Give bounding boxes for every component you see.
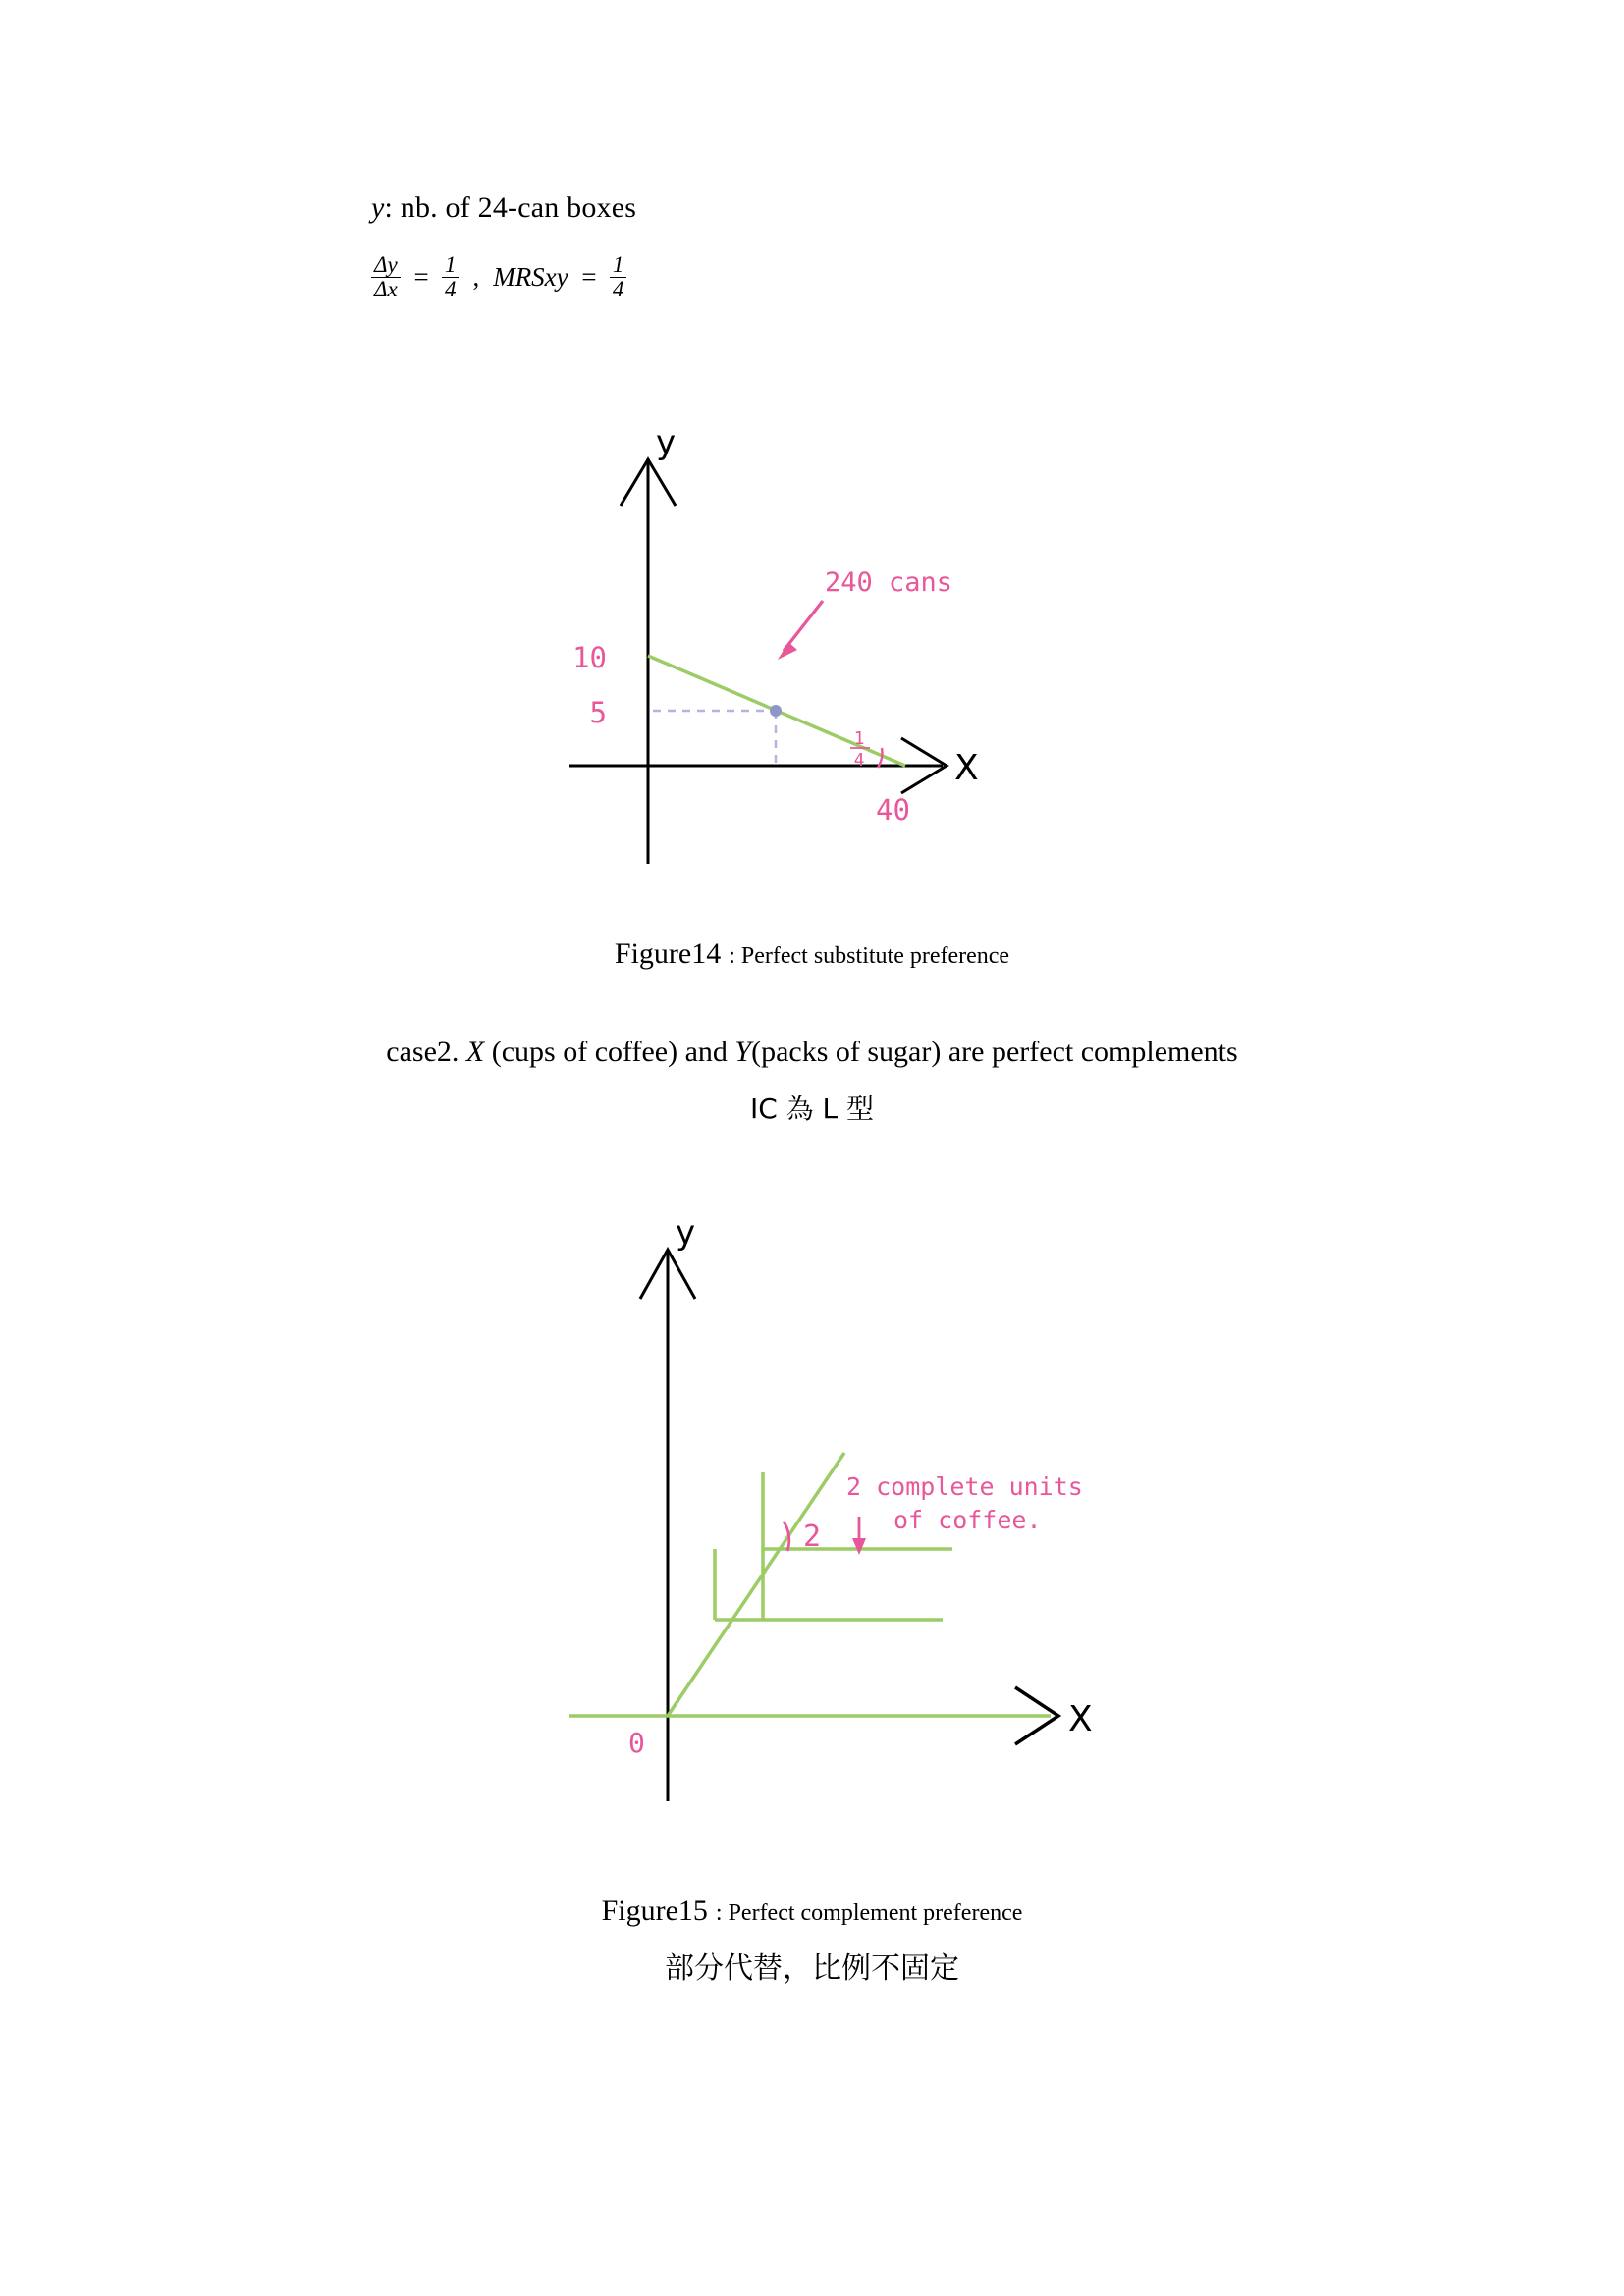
slope-fraction-denominator: 4: [853, 750, 865, 771]
x-axis-label: X: [954, 748, 979, 788]
case2-y-text: (packs of sugar) are perfect complements: [751, 1036, 1238, 1068]
delta-y: Δy: [374, 252, 398, 277]
delta-x: Δx: [371, 277, 401, 301]
bundle-point-marker: [770, 705, 782, 717]
y-definition-text: : nb. of 24-can boxes: [384, 191, 637, 224]
fraction-numerator: 1: [612, 252, 624, 277]
slope-fraction-numerator: 1: [853, 728, 865, 749]
annotation-line2: of coffee.: [893, 1506, 1042, 1534]
comma-separator: ,: [472, 262, 480, 293]
fraction-denominator: 4: [610, 277, 627, 301]
figure15-svg: [530, 1212, 1218, 1821]
tick-label-10: 10: [572, 641, 607, 674]
one-fourth-fraction-2: [610, 253, 627, 301]
y-axis-label: y: [656, 423, 677, 462]
case2-heading: [0, 1036, 1624, 1069]
case2-subtitle: IC 為 L 型: [749, 1093, 875, 1125]
y-axis-label: y: [676, 1213, 696, 1253]
equals-sign-2: =: [579, 262, 598, 293]
figure15-graphic: [530, 1212, 1218, 1821]
fraction-denominator: 4: [442, 277, 460, 301]
caption-prefix: F: [614, 937, 631, 970]
figure15-caption: [0, 1895, 1624, 1928]
tick-label-5: 5: [589, 696, 607, 729]
tick-label-40: 40: [876, 793, 910, 827]
caption-main: igure14: [630, 937, 722, 970]
angle-label-2: 2: [803, 1520, 822, 1554]
footer-note: 部分代替，比例不固定: [665, 1951, 959, 1986]
case2-y-symbol: Y: [734, 1036, 752, 1068]
caption-suffix: : Perfect complement preference: [715, 1900, 1023, 1926]
figure14-svg: [511, 402, 1139, 893]
y-symbol: y: [371, 191, 385, 224]
annotation-arrow-head-icon: [852, 1538, 866, 1555]
case2-x-symbol: X: [465, 1036, 485, 1068]
mrs-equation: [371, 253, 626, 301]
case2-prefix: case2.: [386, 1036, 460, 1068]
caption-main: igure15: [618, 1895, 708, 1927]
annotation-arrow-head-icon: [778, 642, 797, 660]
expansion-path-ray: [668, 1453, 844, 1716]
equals-sign-1: =: [411, 262, 430, 293]
y-definition-line: [371, 191, 636, 225]
mrs-label: MRSxy: [493, 262, 568, 293]
annotation-line1: 2 complete units: [846, 1472, 1083, 1501]
annotation-240-cans: 240 cans: [825, 567, 953, 598]
x-axis-label: X: [1068, 1699, 1093, 1739]
figure14-graphic: [511, 402, 1139, 893]
figure14-caption: [0, 937, 1624, 971]
delta-ratio-fraction: [371, 253, 401, 301]
caption-prefix: F: [601, 1895, 619, 1927]
origin-label: 0: [628, 1727, 645, 1759]
fraction-numerator: 1: [444, 252, 457, 277]
caption-suffix: : Perfect substitute preference: [729, 943, 1010, 969]
case2-x-text: (cups of coffee) and: [491, 1036, 728, 1068]
one-fourth-fraction-1: [442, 253, 460, 301]
